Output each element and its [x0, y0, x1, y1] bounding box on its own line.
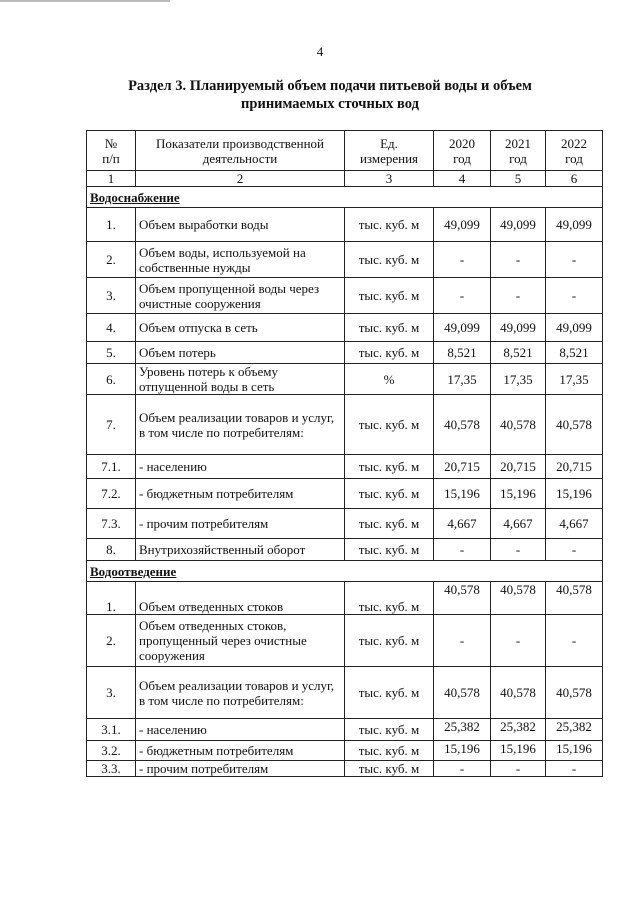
row-number: 7.3.	[87, 509, 136, 539]
header-year-2022-line-1: 2022	[561, 135, 587, 151]
row-number: 3.2.	[87, 741, 136, 761]
value-2022: -	[546, 278, 603, 314]
header-year-2022-line-2: год	[565, 150, 583, 166]
value-2021: 15,196	[491, 741, 546, 761]
unit-cell: тыс. куб. м	[345, 479, 434, 509]
value-2020: 40,578	[434, 667, 491, 719]
water-supply-row	[87, 242, 603, 278]
value-2021: 25,382	[491, 719, 546, 741]
header-unit-line-1: Ед.	[380, 135, 398, 151]
unit-cell: тыс. куб. м	[345, 509, 434, 539]
value-2021: -	[491, 615, 546, 667]
water-supply-row	[87, 314, 603, 342]
value-2022: 40,578	[546, 395, 603, 455]
row-number: 4.	[87, 314, 136, 342]
unit-cell: тыс. куб. м	[345, 615, 434, 667]
unit-cell: тыс. куб. м	[345, 278, 434, 314]
scan-artifact	[0, 0, 170, 2]
indicator-name: Объем потерь	[136, 342, 345, 364]
section-title	[70, 77, 590, 113]
value-2021: 17,35	[491, 364, 546, 395]
section-row-water-supply	[87, 187, 603, 208]
indicator-name: - бюджетным потребителям	[136, 741, 345, 761]
header-no-line-2: п/п	[102, 150, 120, 166]
header-unit	[345, 131, 434, 171]
value-2020: 15,196	[434, 479, 491, 509]
value-2020: 8,521	[434, 342, 491, 364]
header-row	[87, 131, 603, 171]
row-number: 1.	[87, 208, 136, 242]
section-title-water-supply: Водоснабжение	[87, 187, 603, 208]
value-2021: 40,578	[491, 667, 546, 719]
indicator-name: Объем реализации товаров и услуг, в том числе по потребителям:	[136, 667, 345, 719]
sewerage-row	[87, 667, 603, 719]
row-number: 6.	[87, 364, 136, 395]
value-2021: 49,099	[491, 314, 546, 342]
column-number: 6	[546, 171, 603, 187]
header-indicator-line-1: Показатели производственной	[156, 135, 324, 151]
indicator-name: Объем отпуска в сеть	[136, 314, 345, 342]
value-2020: 49,099	[434, 208, 491, 242]
value-2021: -	[491, 242, 546, 278]
section-title-line-2: принимаемых сточных вод	[241, 96, 419, 112]
indicator-name: - населению	[136, 455, 345, 479]
water-supply-row	[87, 395, 603, 455]
unit-cell: тыс. куб. м	[345, 455, 434, 479]
indicator-name: Объем пропущенной воды через очистные сооружения	[136, 278, 345, 314]
value-2020: 4,667	[434, 509, 491, 539]
value-2020: 20,715	[434, 455, 491, 479]
row-number: 3.	[87, 667, 136, 719]
unit-cell: тыс. куб. м	[345, 208, 434, 242]
value-2021: 40,578	[491, 582, 546, 615]
header-year-2021	[491, 131, 546, 171]
unit-cell: тыс. куб. м	[345, 719, 434, 741]
indicator-name: - прочим потребителям	[136, 509, 345, 539]
value-2021: -	[491, 761, 546, 777]
row-number: 1.	[87, 582, 136, 615]
header-year-2020-line-2: год	[453, 150, 471, 166]
value-2020: -	[434, 278, 491, 314]
value-2022: 49,099	[546, 208, 603, 242]
row-number: 3.1.	[87, 719, 136, 741]
value-2020: 17,35	[434, 364, 491, 395]
unit-cell: тыс. куб. м	[345, 761, 434, 777]
value-2021: 15,196	[491, 479, 546, 509]
water-supply-row	[87, 509, 603, 539]
value-2022: -	[546, 242, 603, 278]
value-2020: 49,099	[434, 314, 491, 342]
value-2022: -	[546, 761, 603, 777]
row-number: 7.	[87, 395, 136, 455]
value-2020: 15,196	[434, 741, 491, 761]
value-2020: 40,578	[434, 395, 491, 455]
value-2020: -	[434, 615, 491, 667]
value-2022: -	[546, 539, 603, 561]
indicator-name: - населению	[136, 719, 345, 741]
value-2021: -	[491, 539, 546, 561]
header-year-2021-line-1: 2021	[505, 135, 531, 151]
sewerage-row	[87, 741, 603, 761]
section-row-sewerage	[87, 561, 603, 582]
value-2021: 8,521	[491, 342, 546, 364]
value-2020: -	[434, 539, 491, 561]
water-supply-row	[87, 208, 603, 242]
header-indicator-line-2: деятельности	[202, 150, 278, 166]
indicator-name: - бюджетным потребителям	[136, 479, 345, 509]
column-number: 3	[345, 171, 434, 187]
value-2022: 8,521	[546, 342, 603, 364]
header-no-line-1: №	[104, 135, 118, 151]
indicator-name: Объем реализации товаров и услуг, в том числе по потребителям:	[136, 395, 345, 455]
header-year-2021-line-2: год	[509, 150, 527, 166]
header-year-2022	[546, 131, 603, 171]
indicator-name: Уровень потерь к объему отпущенной воды в сеть	[136, 364, 345, 395]
sewerage-row	[87, 761, 603, 777]
value-2020: -	[434, 242, 491, 278]
value-2022: -	[546, 615, 603, 667]
water-supply-row	[87, 278, 603, 314]
section-title-sewerage: Водоотведение	[87, 561, 603, 582]
unit-cell: тыс. куб. м	[345, 741, 434, 761]
value-2022: 17,35	[546, 364, 603, 395]
row-number: 7.1.	[87, 455, 136, 479]
water-supply-row	[87, 455, 603, 479]
row-number: 2.	[87, 242, 136, 278]
indicator-name: Объем выработки воды	[136, 208, 345, 242]
unit-cell: тыс. куб. м	[345, 342, 434, 364]
indicator-name: Объем отведенных стоков, пропущенный через очистные сооружения	[136, 615, 345, 667]
column-number: 2	[136, 171, 345, 187]
sewerage-row	[87, 582, 603, 615]
column-number: 5	[491, 171, 546, 187]
water-supply-row	[87, 364, 603, 395]
indicator-name: - прочим потребителям	[136, 761, 345, 777]
value-2021: 49,099	[491, 208, 546, 242]
value-2021: 40,578	[491, 395, 546, 455]
value-2021: 4,667	[491, 509, 546, 539]
sewerage-row	[87, 615, 603, 667]
water-supply-row	[87, 479, 603, 509]
section-title-line-1: Раздел 3. Планируемый объем подачи питьевой воды и объем	[128, 78, 532, 94]
value-2022: 25,382	[546, 719, 603, 741]
row-number: 2.	[87, 615, 136, 667]
value-2022: 15,196	[546, 479, 603, 509]
water-supply-row	[87, 539, 603, 561]
unit-cell: тыс. куб. м	[345, 539, 434, 561]
row-number: 5.	[87, 342, 136, 364]
value-2020: 25,382	[434, 719, 491, 741]
value-2022: 20,715	[546, 455, 603, 479]
value-2021: -	[491, 278, 546, 314]
value-2022: 15,196	[546, 741, 603, 761]
column-number: 4	[434, 171, 491, 187]
value-2022: 40,578	[546, 667, 603, 719]
row-number: 8.	[87, 539, 136, 561]
sewerage-row	[87, 719, 603, 741]
unit-cell: тыс. куб. м	[345, 242, 434, 278]
value-2022: 49,099	[546, 314, 603, 342]
header-no	[87, 131, 136, 171]
row-number: 7.2.	[87, 479, 136, 509]
unit-cell: тыс. куб. м	[345, 582, 434, 615]
row-number: 3.	[87, 278, 136, 314]
unit-cell: тыс. куб. м	[345, 395, 434, 455]
value-2020: -	[434, 761, 491, 777]
value-2022: 4,667	[546, 509, 603, 539]
indicator-name: Объем отведенных стоков	[136, 582, 345, 615]
header-indicator	[136, 131, 345, 171]
header-unit-line-2: измерения	[359, 150, 419, 166]
header-year-2020	[434, 131, 491, 171]
column-number-row	[87, 171, 603, 187]
row-number: 3.3.	[87, 761, 136, 777]
value-2021: 20,715	[491, 455, 546, 479]
column-number: 1	[87, 171, 136, 187]
unit-cell: %	[345, 364, 434, 395]
water-volume-table	[86, 130, 603, 777]
page-number: 4	[316, 44, 324, 59]
indicator-name: Внутрихозяйственный оборот	[136, 539, 345, 561]
water-supply-row	[87, 342, 603, 364]
unit-cell: тыс. куб. м	[345, 314, 434, 342]
header-year-2020-line-1: 2020	[449, 135, 475, 151]
value-2022: 40,578	[546, 582, 603, 615]
indicator-name: Объем воды, используемой на собственные нужды	[136, 242, 345, 278]
unit-cell: тыс. куб. м	[345, 667, 434, 719]
value-2020: 40,578	[434, 582, 491, 615]
